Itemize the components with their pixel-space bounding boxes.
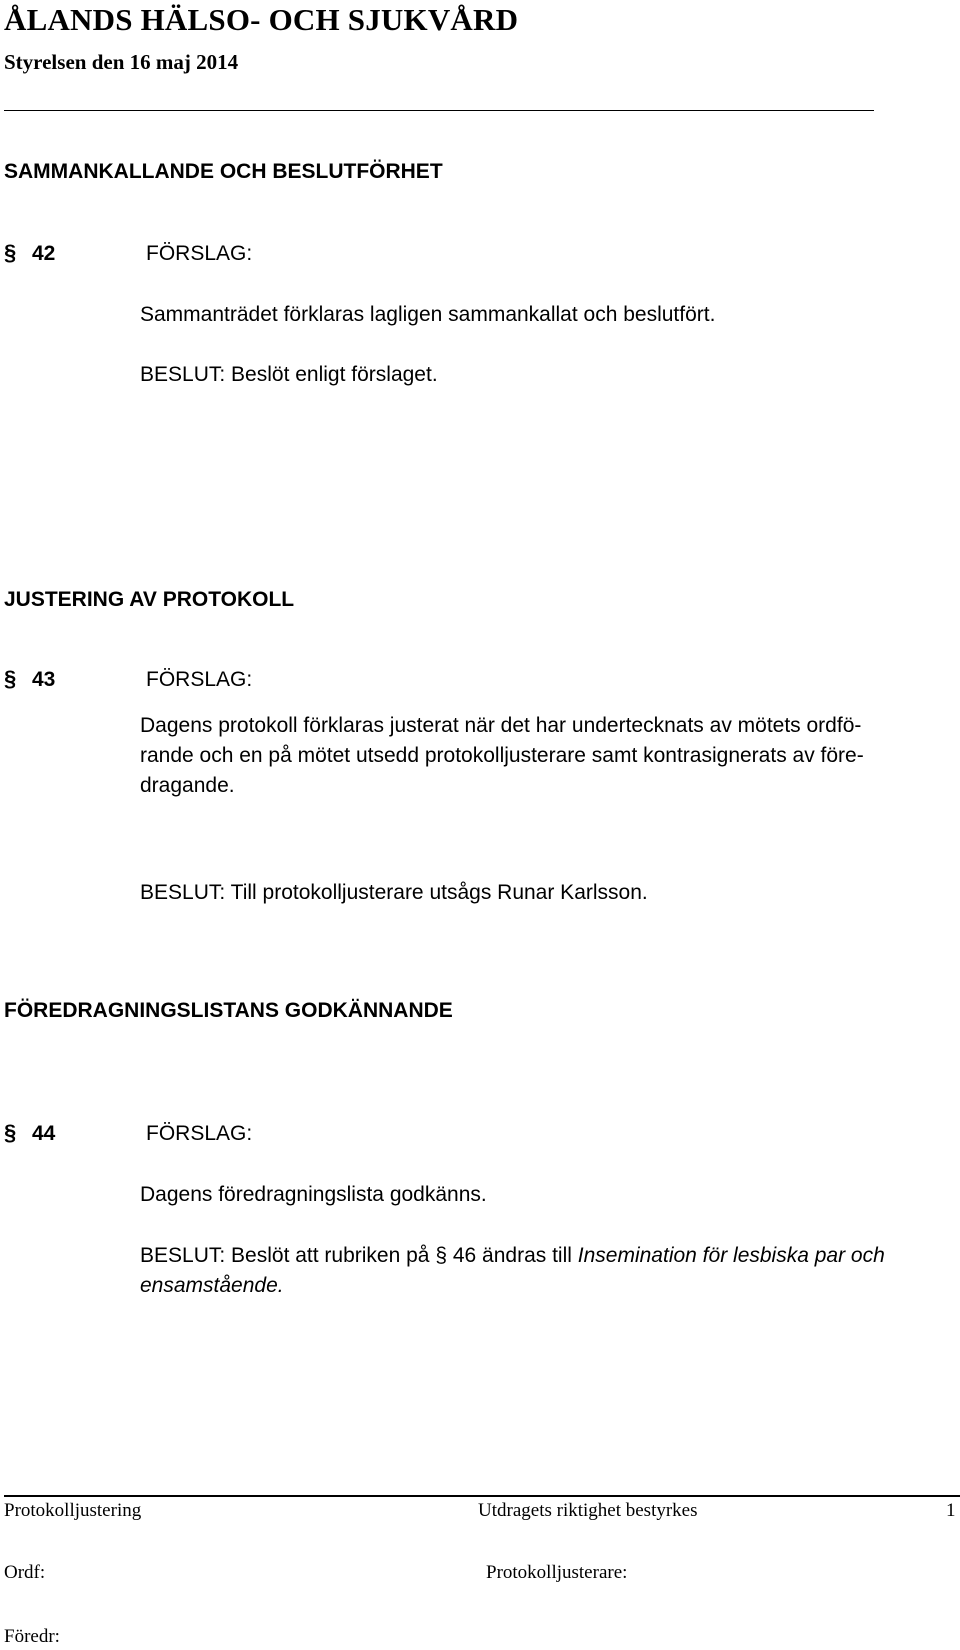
- paragraph-number: 43: [32, 668, 56, 691]
- section-title: FÖREDRAGNINGSLISTANS GODKÄNNANDE: [4, 999, 453, 1022]
- footer-divider: [4, 1495, 960, 1497]
- header-divider: [4, 110, 874, 111]
- paragraph-sign: §: [4, 666, 17, 691]
- organization-title: ÅLANDS HÄLSO- OCH SJUKVÅRD: [4, 2, 519, 37]
- decision-italic-continuation: ensamstående.: [140, 1274, 284, 1297]
- decision-italic-title: Insemination för lesbiska par och: [577, 1244, 885, 1267]
- proposal-line: rande och en på mötet utsedd protokolljusterare samt kontrasignerats av före-: [140, 744, 864, 767]
- decision-text: BESLUT: Till protokolljusterare utsågs Runar Karlsson.: [140, 881, 648, 904]
- proposal-label: FÖRSLAG:: [146, 242, 253, 265]
- paragraph-heading: [4, 240, 252, 266]
- paragraph-sign: §: [435, 1244, 448, 1267]
- chair-signature-label: Ordf:: [4, 1562, 46, 1583]
- page-number: 1: [946, 1500, 956, 1521]
- proposal-text: Dagens föredragningslista godkänns.: [140, 1183, 487, 1206]
- paragraph-number: 42: [32, 242, 56, 265]
- footer-certification: Utdragets riktighet bestyrkes: [478, 1500, 698, 1521]
- section-title: SAMMANKALLANDE OCH BESLUTFÖRHET: [4, 160, 443, 183]
- decision-text: BESLUT: Beslöt enligt förslaget.: [140, 363, 438, 386]
- proposal-label: FÖRSLAG:: [146, 668, 253, 691]
- decision-prefix: BESLUT: Beslöt att rubriken på: [140, 1244, 430, 1267]
- proposal-label: FÖRSLAG:: [146, 1122, 253, 1145]
- section-title: JUSTERING AV PROTOKOLL: [4, 588, 295, 611]
- paragraph-sign: §: [4, 240, 17, 265]
- paragraph-number: 44: [32, 1122, 56, 1145]
- meeting-date: Styrelsen den 16 maj 2014: [4, 50, 239, 74]
- proposal-text: Sammanträdet förklaras lagligen sammankallat och beslutfört.: [140, 303, 716, 326]
- paragraph-heading: [4, 666, 252, 692]
- footer-protokolljustering: Protokolljustering: [4, 1500, 142, 1521]
- adjuster-signature-label: Protokolljusterare:: [486, 1562, 628, 1583]
- proposal-line: dragande.: [140, 774, 235, 797]
- paragraph-heading: [4, 1120, 252, 1146]
- paragraph-sign: §: [4, 1120, 17, 1145]
- proposal-line: Dagens protokoll förklaras justerat när det har undertecknats av mötets ordfö-: [140, 714, 862, 737]
- proposal-text: [140, 711, 955, 801]
- decision-middle: 46 ändras till: [452, 1244, 572, 1267]
- decision-line: [140, 1241, 955, 1271]
- decision-text: [140, 1241, 955, 1301]
- rapporteur-signature-label: Föredr:: [4, 1626, 60, 1647]
